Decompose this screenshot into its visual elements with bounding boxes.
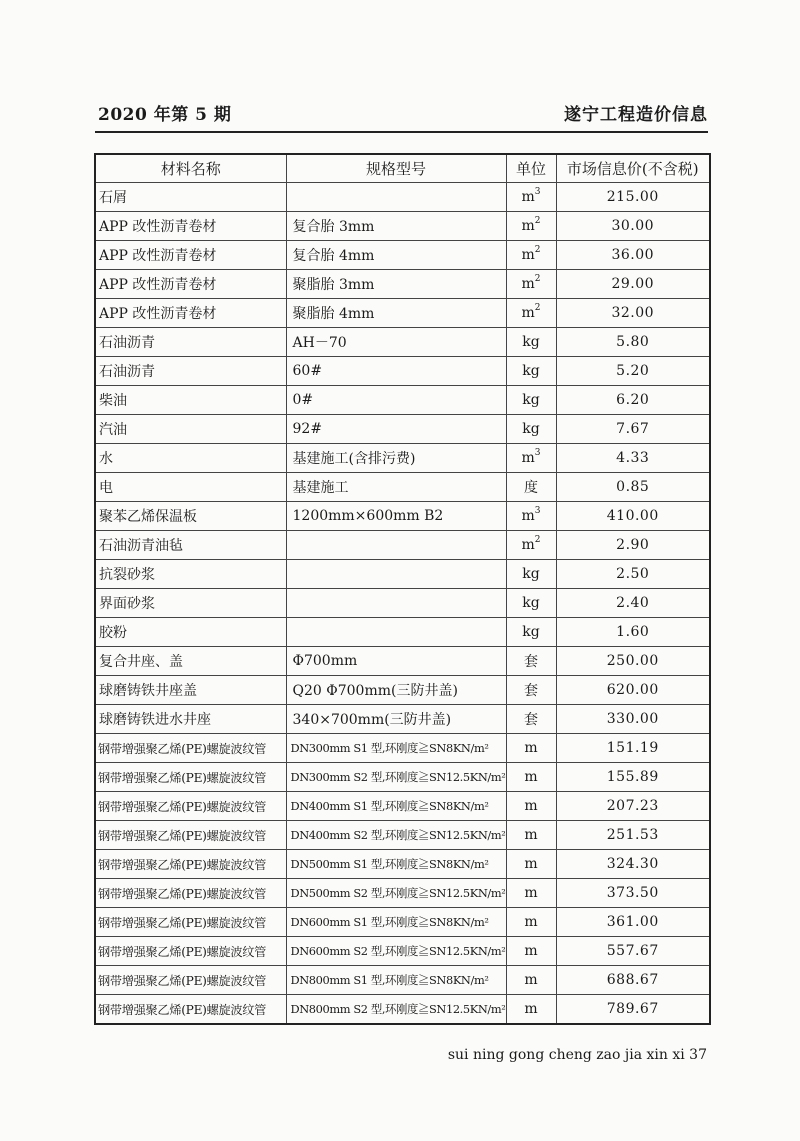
- table-row: [95, 415, 710, 444]
- column-header-material-name: 材料名称: [95, 154, 286, 183]
- material-name-cell: 汽油: [95, 415, 286, 444]
- unit-base: m: [524, 914, 538, 930]
- material-name-cell: 柴油: [95, 386, 286, 415]
- table-row: [95, 618, 710, 647]
- unit-cell: [506, 850, 556, 879]
- unit-base: 套: [524, 712, 538, 728]
- price-cell: 4.33: [556, 444, 710, 473]
- table-row: [95, 531, 710, 560]
- column-header-unit: 单位: [506, 154, 556, 183]
- price-cell: 330.00: [556, 705, 710, 734]
- price-cell: 0.85: [556, 473, 710, 502]
- unit-cell: [506, 792, 556, 821]
- price-cell: 7.67: [556, 415, 710, 444]
- material-name-cell: 电: [95, 473, 286, 502]
- column-header-spec: 规格型号: [286, 154, 506, 183]
- material-name-cell: 球磨铸铁井座盖: [95, 676, 286, 705]
- unit-cell: [506, 328, 556, 357]
- spec-cell: [286, 531, 506, 560]
- price-cell: 207.23: [556, 792, 710, 821]
- unit-base: m: [524, 769, 538, 785]
- table-row: [95, 705, 710, 734]
- price-cell: 361.00: [556, 908, 710, 937]
- column-header-price: 市场信息价(不含税): [556, 154, 710, 183]
- table-row: [95, 676, 710, 705]
- unit-cell: [506, 502, 556, 531]
- unit-exponent: 2: [534, 216, 541, 226]
- table-row: [95, 792, 710, 821]
- spec-cell: [286, 618, 506, 647]
- material-name-cell: 钢带增强聚乙烯(PE)螺旋波纹管: [95, 879, 286, 908]
- unit-cell: [506, 734, 556, 763]
- material-name-cell: 聚苯乙烯保温板: [95, 502, 286, 531]
- unit-base: 度: [524, 480, 538, 496]
- price-cell: 30.00: [556, 212, 710, 241]
- unit-cell: [506, 966, 556, 995]
- table-row: [95, 995, 710, 1025]
- unit-exponent: 2: [534, 274, 541, 284]
- page-footer: sui ning gong cheng zao jia xin xi 37: [447, 1047, 707, 1063]
- material-name-cell: APP 改性沥青卷材: [95, 241, 286, 270]
- unit-base: kg: [522, 595, 540, 611]
- table-header: [95, 154, 710, 183]
- spec-cell: DN600mm S1 型,环刚度≧SN8KN/m²: [286, 908, 506, 937]
- material-name-cell: 界面砂浆: [95, 589, 286, 618]
- table-row: [95, 183, 710, 212]
- spec-cell: [286, 560, 506, 589]
- unit-base: m: [524, 972, 538, 988]
- unit-base: m: [524, 856, 538, 872]
- spec-cell: 0#: [286, 386, 506, 415]
- unit-cell: [506, 676, 556, 705]
- price-cell: 6.20: [556, 386, 710, 415]
- spec-cell: [286, 589, 506, 618]
- unit-base: m: [521, 508, 535, 524]
- price-cell: 2.90: [556, 531, 710, 560]
- unit-base: m: [521, 276, 535, 292]
- price-cell: 155.89: [556, 763, 710, 792]
- unit-exponent: 2: [534, 535, 541, 545]
- price-cell: 2.50: [556, 560, 710, 589]
- material-name-cell: 石油沥青油毡: [95, 531, 286, 560]
- price-cell: 250.00: [556, 647, 710, 676]
- spec-cell: DN300mm S2 型,环刚度≧SN12.5KN/m²: [286, 763, 506, 792]
- material-name-cell: 钢带增强聚乙烯(PE)螺旋波纹管: [95, 995, 286, 1025]
- spec-cell: 60#: [286, 357, 506, 386]
- unit-exponent: 2: [534, 303, 541, 313]
- price-cell: 36.00: [556, 241, 710, 270]
- material-name-cell: 胶粉: [95, 618, 286, 647]
- price-cell: 620.00: [556, 676, 710, 705]
- table-row: [95, 908, 710, 937]
- unit-base: m: [521, 218, 535, 234]
- material-name-cell: 石油沥青: [95, 357, 286, 386]
- unit-base: m: [521, 537, 535, 553]
- price-cell: 373.50: [556, 879, 710, 908]
- price-cell: 5.80: [556, 328, 710, 357]
- unit-base: m: [521, 189, 535, 205]
- header-divider: [95, 131, 708, 133]
- spec-cell: DN300mm S1 型,环刚度≧SN8KN/m²: [286, 734, 506, 763]
- spec-cell: 92#: [286, 415, 506, 444]
- unit-base: m: [521, 305, 535, 321]
- price-cell: 789.67: [556, 995, 710, 1025]
- spec-cell: 复合胎 3mm: [286, 212, 506, 241]
- spec-cell: 聚脂胎 3mm: [286, 270, 506, 299]
- unit-cell: [506, 821, 556, 850]
- spec-cell: AH－70: [286, 328, 506, 357]
- unit-base: kg: [522, 363, 540, 379]
- material-name-cell: 钢带增强聚乙烯(PE)螺旋波纹管: [95, 821, 286, 850]
- spec-cell: 复合胎 4mm: [286, 241, 506, 270]
- price-cell: 2.40: [556, 589, 710, 618]
- unit-base: m: [521, 450, 535, 466]
- unit-cell: [506, 589, 556, 618]
- header-row: [95, 154, 710, 183]
- table-row: [95, 850, 710, 879]
- unit-base: m: [524, 740, 538, 756]
- unit-exponent: 3: [534, 448, 541, 458]
- price-cell: 29.00: [556, 270, 710, 299]
- price-table: [94, 153, 711, 1025]
- table-row: [95, 357, 710, 386]
- material-name-cell: APP 改性沥青卷材: [95, 270, 286, 299]
- unit-cell: [506, 357, 556, 386]
- spec-cell: 基建施工: [286, 473, 506, 502]
- unit-cell: [506, 212, 556, 241]
- table-row: [95, 966, 710, 995]
- unit-cell: [506, 183, 556, 212]
- material-name-cell: 石屑: [95, 183, 286, 212]
- material-name-cell: 钢带增强聚乙烯(PE)螺旋波纹管: [95, 908, 286, 937]
- spec-cell: DN500mm S2 型,环刚度≧SN12.5KN/m²: [286, 879, 506, 908]
- material-name-cell: 抗裂砂浆: [95, 560, 286, 589]
- table-row: [95, 589, 710, 618]
- spec-cell: 聚脂胎 4mm: [286, 299, 506, 328]
- price-cell: 151.19: [556, 734, 710, 763]
- material-name-cell: 复合井座、盖: [95, 647, 286, 676]
- unit-cell: [506, 647, 556, 676]
- unit-base: kg: [522, 392, 540, 408]
- table-row: [95, 299, 710, 328]
- table-row: [95, 821, 710, 850]
- material-name-cell: 钢带增强聚乙烯(PE)螺旋波纹管: [95, 763, 286, 792]
- spec-cell: DN400mm S1 型,环刚度≧SN8KN/m²: [286, 792, 506, 821]
- material-name-cell: APP 改性沥青卷材: [95, 299, 286, 328]
- unit-cell: [506, 241, 556, 270]
- table-row: [95, 386, 710, 415]
- unit-cell: [506, 531, 556, 560]
- spec-cell: 基建施工(含排污费): [286, 444, 506, 473]
- publication-title: 遂宁工程造价信息: [564, 105, 708, 125]
- table-row: [95, 502, 710, 531]
- spec-cell: Φ700mm: [286, 647, 506, 676]
- material-name-cell: 钢带增强聚乙烯(PE)螺旋波纹管: [95, 850, 286, 879]
- unit-cell: [506, 386, 556, 415]
- price-cell: 32.00: [556, 299, 710, 328]
- unit-cell: [506, 299, 556, 328]
- unit-cell: [506, 415, 556, 444]
- unit-cell: [506, 995, 556, 1025]
- unit-cell: [506, 908, 556, 937]
- price-cell: 215.00: [556, 183, 710, 212]
- table-row: [95, 212, 710, 241]
- material-name-cell: 钢带增强聚乙烯(PE)螺旋波纹管: [95, 966, 286, 995]
- unit-cell: [506, 937, 556, 966]
- table-row: [95, 734, 710, 763]
- table-body: [95, 183, 710, 1025]
- price-cell: 1.60: [556, 618, 710, 647]
- material-name-cell: 球磨铸铁进水井座: [95, 705, 286, 734]
- unit-base: m: [524, 1001, 538, 1017]
- issue-label: 2020 年第 5 期: [98, 105, 232, 125]
- material-name-cell: 石油沥青: [95, 328, 286, 357]
- unit-base: kg: [522, 421, 540, 437]
- unit-base: kg: [522, 566, 540, 582]
- unit-base: m: [524, 798, 538, 814]
- unit-cell: [506, 560, 556, 589]
- price-cell: 557.67: [556, 937, 710, 966]
- unit-base: m: [524, 943, 538, 959]
- unit-base: 套: [524, 654, 538, 670]
- unit-cell: [506, 618, 556, 647]
- spec-cell: 340×700mm(三防井盖): [286, 705, 506, 734]
- spec-cell: DN800mm S1 型,环刚度≧SN8KN/m²: [286, 966, 506, 995]
- spec-cell: Q20 Φ700mm(三防井盖): [286, 676, 506, 705]
- unit-base: m: [524, 885, 538, 901]
- table-row: [95, 647, 710, 676]
- unit-cell: [506, 705, 556, 734]
- unit-cell: [506, 444, 556, 473]
- spec-cell: DN600mm S2 型,环刚度≧SN12.5KN/m²: [286, 937, 506, 966]
- table-row: [95, 473, 710, 502]
- spec-cell: 1200mm×600mm B2: [286, 502, 506, 531]
- table-row: [95, 560, 710, 589]
- table-row: [95, 241, 710, 270]
- price-cell: 5.20: [556, 357, 710, 386]
- unit-base: kg: [522, 624, 540, 640]
- unit-base: 套: [524, 683, 538, 699]
- material-name-cell: 水: [95, 444, 286, 473]
- price-cell: 324.30: [556, 850, 710, 879]
- table-row: [95, 937, 710, 966]
- unit-exponent: 2: [534, 245, 541, 255]
- unit-base: m: [524, 827, 538, 843]
- unit-cell: [506, 270, 556, 299]
- table-row: [95, 270, 710, 299]
- price-cell: 251.53: [556, 821, 710, 850]
- material-name-cell: APP 改性沥青卷材: [95, 212, 286, 241]
- price-cell: 410.00: [556, 502, 710, 531]
- unit-cell: [506, 473, 556, 502]
- unit-base: m: [521, 247, 535, 263]
- table-row: [95, 879, 710, 908]
- unit-cell: [506, 879, 556, 908]
- spec-cell: DN800mm S2 型,环刚度≧SN12.5KN/m²: [286, 995, 506, 1025]
- material-name-cell: 钢带增强聚乙烯(PE)螺旋波纹管: [95, 792, 286, 821]
- table-row: [95, 763, 710, 792]
- spec-cell: DN400mm S2 型,环刚度≧SN12.5KN/m²: [286, 821, 506, 850]
- unit-exponent: 3: [534, 187, 541, 197]
- spec-cell: DN500mm S1 型,环刚度≧SN8KN/m²: [286, 850, 506, 879]
- material-name-cell: 钢带增强聚乙烯(PE)螺旋波纹管: [95, 734, 286, 763]
- unit-exponent: 3: [534, 506, 541, 516]
- spec-cell: [286, 183, 506, 212]
- table-row: [95, 328, 710, 357]
- unit-base: kg: [522, 334, 540, 350]
- unit-cell: [506, 763, 556, 792]
- table-row: [95, 444, 710, 473]
- price-cell: 688.67: [556, 966, 710, 995]
- material-name-cell: 钢带增强聚乙烯(PE)螺旋波纹管: [95, 937, 286, 966]
